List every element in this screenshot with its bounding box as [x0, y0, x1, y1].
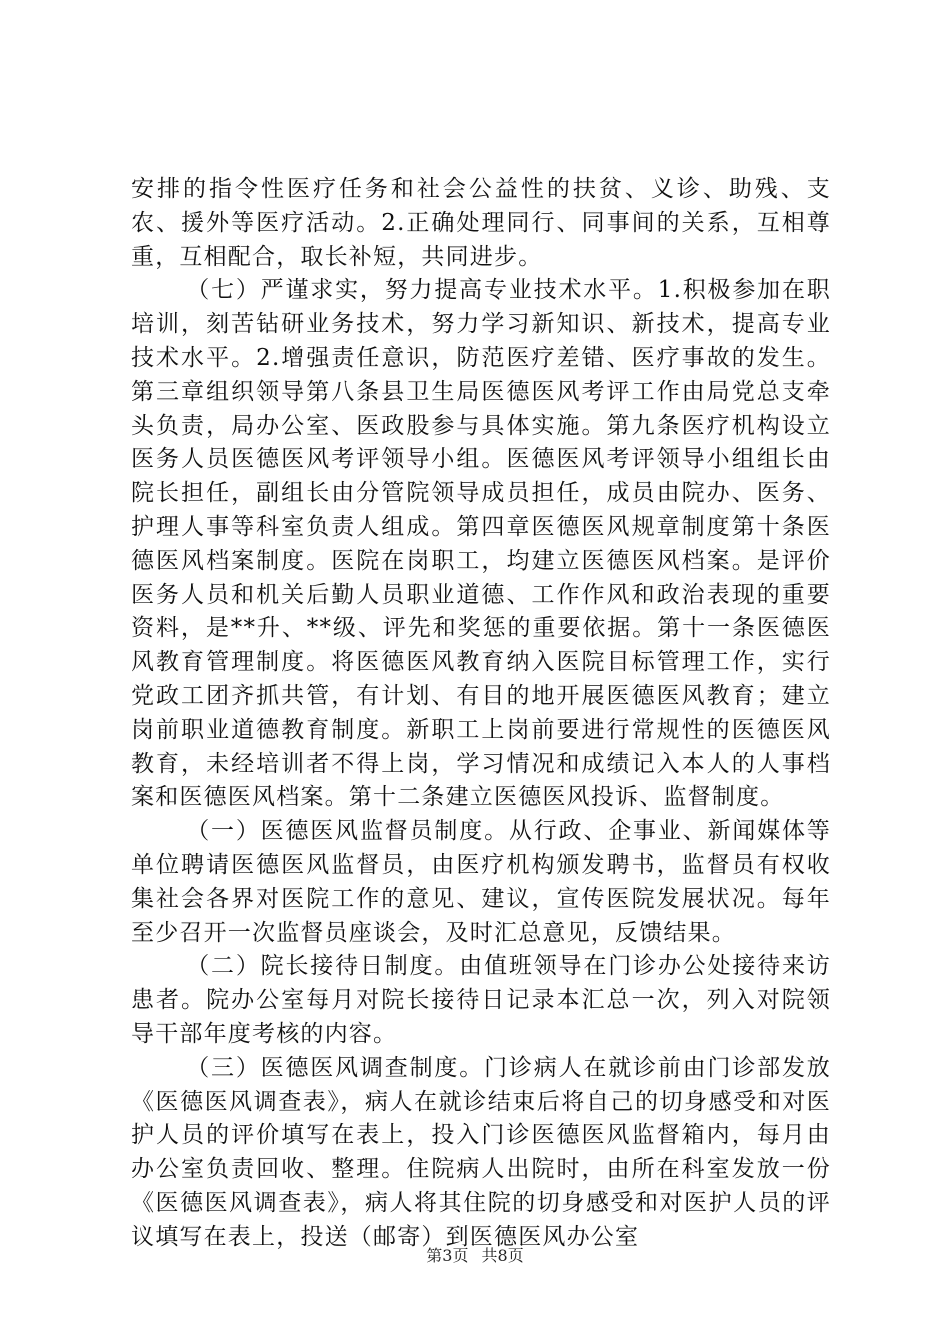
document-body — [131, 173, 831, 1255]
paragraph-item-3: （三）医德医风调查制度。门诊病人在就诊前由门诊部发放《医德医风调查表》，病人在就诊结束后将自己的切身感受和对医护人员的评价填写在表上，投入门诊医德医风监督箱内，每月由办公室负责回收、整理。住院病人出院时，由所在科室发放一份《医德医风调查表》，病人将其住院的切身感受和对医护人员的评议填写在表上，投送（邮寄）到医德医风办公室 — [131, 1054, 831, 1250]
paragraph-continuation: 安排的指令性医疗任务和社会公益性的扶贫、义诊、助残、支农、援外等医疗活动。2.正确处理同行、同事间的关系，互相尊重，互相配合，取长补短，共同进步。 — [131, 176, 831, 270]
paragraph-section-7: （七）严谨求实，努力提高专业技术水平。1.积极参加在职培训，刻苦钻研业务技术，努力学习新知识、新技术，提高专业技术水平。2.增强责任意识，防范医疗差错、医疗事故的发生。第三章组织领导第八条县卫生局医德医风考评工作由局党总支牵头负责，局办公室、医政股参与具体实施。第九条医疗机构设立医务人员医德医风考评领导小组。医德医风考评领导小组组长由院长担任，副组长由分管院领导成员担任，成员由院办、医务、护理人事等科室负责人组成。第四章医德医风规章制度第十条医德医风档案制度。医院在岗职工，均建立医德医风档案。是评价医务人员和机关后勤人员职业道德、工作作风和政治表现的重要资料，是**升、**级、评先和奖惩的重要依据。第十一条医德医风教育管理制度。将医德医风教育纳入医院目标管理工作，实行党政工团齐抓共管，有计划、有目的地开展医德医风教育；建立岗前职业道德教育制度。新职工上岗前要进行常规性的医德医风教育，未经培训者不得上岗，学习情况和成绩记入本人的人事档案和医德医风档案。第十二条建立医德医风投诉、监督制度。 — [131, 277, 831, 811]
page-number: 第3页 — [426, 1246, 469, 1265]
page-total: 共8页 — [481, 1246, 524, 1265]
page-footer — [0, 1243, 950, 1266]
paragraph-item-2: （二）院长接待日制度。由值班领导在门诊办公处接待来访患者。院办公室每月对院长接待日记录本汇总一次，列入对院领导干部年度考核的内容。 — [131, 953, 831, 1047]
paragraph-item-1: （一）医德医风监督员制度。从行政、企事业、新闻媒体等单位聘请医德医风监督员，由医疗机构颁发聘书，监督员有权收集社会各界对医院工作的意见、建议，宣传医院发展状况。每年至少召开一次监督员座谈会，及时汇总意见，反馈结果。 — [131, 818, 831, 946]
